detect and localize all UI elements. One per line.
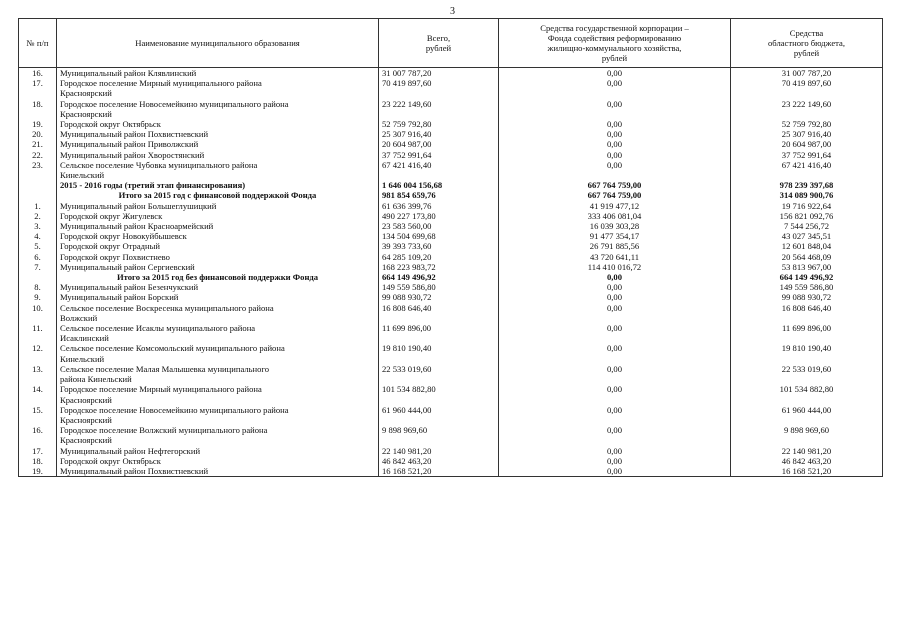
row-regional: 101 534 882,80 (731, 384, 883, 404)
row-number: 3. (19, 221, 57, 231)
table-row (19, 78, 883, 98)
row-total: 22 140 981,20 (379, 446, 499, 456)
header-fund: Средства государственной корпорации – Фонда содействия реформированию жилищно-коммунального хозяйства, рублей (499, 19, 731, 68)
table-row-summary (19, 180, 883, 190)
row-number: 10. (19, 303, 57, 323)
row-fund: 26 791 885,56 (499, 241, 731, 251)
row-total: 23 583 560,00 (379, 221, 499, 231)
row-fund: 0,00 (499, 119, 731, 129)
page-number: 3 (450, 6, 455, 17)
row-fund: 0,00 (499, 425, 731, 445)
row-name: Городской округ Новокуйбышевск (57, 231, 379, 241)
row-name: Итого за 2015 год с финансовой поддержкой Фонда (57, 190, 379, 200)
row-fund: 0,00 (499, 139, 731, 149)
table-row (19, 466, 883, 477)
row-number: 23. (19, 160, 57, 180)
row-number: 6. (19, 252, 57, 262)
row-regional: 52 759 792,80 (731, 119, 883, 129)
row-regional: 19 716 922,64 (731, 201, 883, 211)
row-regional: 12 601 848,04 (731, 241, 883, 251)
table-row (19, 384, 883, 404)
row-number: 11. (19, 323, 57, 343)
row-number: 5. (19, 241, 57, 251)
row-total: 20 604 987,00 (379, 139, 499, 149)
header-num: № п/п (19, 19, 57, 68)
row-total: 981 854 659,76 (379, 190, 499, 200)
row-fund: 0,00 (499, 78, 731, 98)
row-number: 21. (19, 139, 57, 149)
row-total: 664 149 496,92 (379, 272, 499, 282)
row-number: 13. (19, 364, 57, 384)
row-total: 61 960 444,00 (379, 405, 499, 425)
table-row (19, 221, 883, 231)
table-row (19, 231, 883, 241)
table-row (19, 446, 883, 456)
row-fund: 0,00 (499, 150, 731, 160)
row-regional: 16 168 521,20 (731, 466, 883, 477)
row-total: 101 534 882,80 (379, 384, 499, 404)
header-name: Наименование муниципального образования (57, 19, 379, 68)
table-row (19, 119, 883, 129)
row-number: 17. (19, 78, 57, 98)
row-name: Сельское поселение Чубовка муниципального района Кинельский (57, 160, 379, 180)
row-total: 39 393 733,60 (379, 241, 499, 251)
row-number (19, 190, 57, 200)
row-fund: 333 406 081,04 (499, 211, 731, 221)
row-name: Сельское поселение Малая Малышевка муниципального района Кинельский (57, 364, 379, 384)
row-number: 9. (19, 292, 57, 302)
table-row (19, 425, 883, 445)
row-number: 15. (19, 405, 57, 425)
row-fund: 0,00 (499, 68, 731, 79)
table-row (19, 139, 883, 149)
row-total: 11 699 896,00 (379, 323, 499, 343)
row-total: 99 088 930,72 (379, 292, 499, 302)
row-total: 9 898 969,60 (379, 425, 499, 445)
table-row (19, 150, 883, 160)
row-total: 16 168 521,20 (379, 466, 499, 477)
row-number: 17. (19, 446, 57, 456)
table-row (19, 343, 883, 363)
row-total: 64 285 109,20 (379, 252, 499, 262)
row-fund: 91 477 354,17 (499, 231, 731, 241)
row-regional: 9 898 969,60 (731, 425, 883, 445)
table-row (19, 211, 883, 221)
table-row (19, 303, 883, 323)
row-regional: 25 307 916,40 (731, 129, 883, 139)
table-header-row (19, 19, 883, 68)
row-fund: 0,00 (499, 99, 731, 119)
table-body (19, 68, 883, 477)
row-regional: 22 533 019,60 (731, 364, 883, 384)
row-fund: 0,00 (499, 466, 731, 477)
row-number: 8. (19, 282, 57, 292)
table-row (19, 292, 883, 302)
row-regional: 978 239 397,68 (731, 180, 883, 190)
row-total: 31 007 787,20 (379, 68, 499, 79)
row-number: 2. (19, 211, 57, 221)
table-row (19, 323, 883, 343)
row-total: 134 504 699,68 (379, 231, 499, 241)
row-total: 67 421 416,40 (379, 160, 499, 180)
row-regional: 20 564 468,09 (731, 252, 883, 262)
row-name: Муниципальный район Приволжский (57, 139, 379, 149)
row-total: 490 227 173,80 (379, 211, 499, 221)
financing-table (18, 18, 883, 477)
row-regional: 61 960 444,00 (731, 405, 883, 425)
row-fund: 0,00 (499, 160, 731, 180)
row-fund: 16 039 303,28 (499, 221, 731, 231)
row-number: 16. (19, 425, 57, 445)
row-number: 14. (19, 384, 57, 404)
row-name: Городской округ Октябрьск (57, 456, 379, 466)
row-name: 2015 - 2016 годы (третий этап финансирования) (57, 180, 379, 190)
row-total: 149 559 586,80 (379, 282, 499, 292)
row-name: Муниципальный район Хворостянский (57, 150, 379, 160)
table-row (19, 252, 883, 262)
row-regional: 70 419 897,60 (731, 78, 883, 98)
row-regional: 46 842 463,20 (731, 456, 883, 466)
row-name: Муниципальный район Безенчукский (57, 282, 379, 292)
row-regional: 22 140 981,20 (731, 446, 883, 456)
row-total: 19 810 190,40 (379, 343, 499, 363)
row-name: Сельское поселение Исаклы муниципального района Исаклинский (57, 323, 379, 343)
row-fund: 0,00 (499, 129, 731, 139)
row-fund: 41 919 477,12 (499, 201, 731, 211)
header-regional: Средства областного бюджета, рублей (731, 19, 883, 68)
table-row (19, 262, 883, 272)
row-regional: 7 544 256,72 (731, 221, 883, 231)
row-regional: 16 808 646,40 (731, 303, 883, 323)
table-row-summary (19, 190, 883, 200)
row-fund: 0,00 (499, 384, 731, 404)
row-regional: 37 752 991,64 (731, 150, 883, 160)
row-fund: 0,00 (499, 323, 731, 343)
row-name: Муниципальный район Нефтегорский (57, 446, 379, 456)
row-number: 19. (19, 466, 57, 477)
row-regional: 19 810 190,40 (731, 343, 883, 363)
row-name: Городское поселение Новосемейкино муниципального района Красноярский (57, 405, 379, 425)
row-number: 19. (19, 119, 57, 129)
row-name: Муниципальный район Сергиевский (57, 262, 379, 272)
table-row (19, 160, 883, 180)
row-regional: 23 222 149,60 (731, 99, 883, 119)
row-fund: 667 764 759,00 (499, 190, 731, 200)
row-regional: 31 007 787,20 (731, 68, 883, 79)
row-total: 61 636 399,76 (379, 201, 499, 211)
row-name: Городской округ Жигулевск (57, 211, 379, 221)
row-name: Городское поселение Новосемейкино муниципального района Красноярский (57, 99, 379, 119)
row-fund: 0,00 (499, 282, 731, 292)
row-total: 22 533 019,60 (379, 364, 499, 384)
row-name: Городской округ Отрадный (57, 241, 379, 251)
row-regional: 20 604 987,00 (731, 139, 883, 149)
row-name: Муниципальный район Клявлинский (57, 68, 379, 79)
table-row (19, 364, 883, 384)
row-name: Итого за 2015 год без финансовой поддержки Фонда (57, 272, 379, 282)
row-regional: 99 088 930,72 (731, 292, 883, 302)
row-number: 4. (19, 231, 57, 241)
row-name: Городское поселение Мирный муниципального района Красноярский (57, 384, 379, 404)
row-fund: 0,00 (499, 405, 731, 425)
row-regional: 11 699 896,00 (731, 323, 883, 343)
row-number: 16. (19, 68, 57, 79)
row-regional: 156 821 092,76 (731, 211, 883, 221)
row-name: Городское поселение Мирный муниципального района Красноярский (57, 78, 379, 98)
row-total: 16 808 646,40 (379, 303, 499, 323)
row-number: 12. (19, 343, 57, 363)
row-number: 20. (19, 129, 57, 139)
table-row (19, 68, 883, 79)
table-row (19, 456, 883, 466)
row-regional: 149 559 586,80 (731, 282, 883, 292)
row-number: 18. (19, 456, 57, 466)
row-fund: 0,00 (499, 456, 731, 466)
row-regional: 53 813 967,00 (731, 262, 883, 272)
row-total: 168 223 983,72 (379, 262, 499, 272)
row-fund: 0,00 (499, 303, 731, 323)
table-row (19, 405, 883, 425)
row-fund: 43 720 641,11 (499, 252, 731, 262)
row-regional: 314 089 900,76 (731, 190, 883, 200)
row-total: 70 419 897,60 (379, 78, 499, 98)
row-name: Сельское поселение Комсомольский муниципального района Кинельский (57, 343, 379, 363)
row-name: Городской округ Октябрьск (57, 119, 379, 129)
row-total: 23 222 149,60 (379, 99, 499, 119)
row-total: 52 759 792,80 (379, 119, 499, 129)
row-name: Муниципальный район Похвистневский (57, 129, 379, 139)
row-fund: 0,00 (499, 272, 731, 282)
row-name: Муниципальный район Большеглушицкий (57, 201, 379, 211)
row-regional: 67 421 416,40 (731, 160, 883, 180)
row-total: 1 646 004 156,68 (379, 180, 499, 190)
table-row (19, 241, 883, 251)
row-regional: 43 027 345,51 (731, 231, 883, 241)
row-name: Городской округ Похвистнево (57, 252, 379, 262)
table-row (19, 99, 883, 119)
row-total: 37 752 991,64 (379, 150, 499, 160)
row-name: Муниципальный район Похвистневский (57, 466, 379, 477)
row-number (19, 180, 57, 190)
row-fund: 0,00 (499, 446, 731, 456)
row-fund: 114 410 016,72 (499, 262, 731, 272)
row-name: Муниципальный район Красноармейский (57, 221, 379, 231)
row-name: Городское поселение Волжский муниципального района Красноярский (57, 425, 379, 445)
table-row (19, 282, 883, 292)
row-total: 25 307 916,40 (379, 129, 499, 139)
row-name: Муниципальный район Борский (57, 292, 379, 302)
row-name: Сельское поселение Воскресенка муниципального района Волжский (57, 303, 379, 323)
row-fund: 0,00 (499, 343, 731, 363)
row-regional: 664 149 496,92 (731, 272, 883, 282)
row-number: 7. (19, 262, 57, 272)
row-total: 46 842 463,20 (379, 456, 499, 466)
row-fund: 0,00 (499, 364, 731, 384)
row-number: 18. (19, 99, 57, 119)
row-number: 1. (19, 201, 57, 211)
table-row (19, 201, 883, 211)
row-fund: 0,00 (499, 292, 731, 302)
table-row (19, 129, 883, 139)
row-number: 22. (19, 150, 57, 160)
row-number (19, 272, 57, 282)
table-row-summary (19, 272, 883, 282)
header-total: Всего, рублей (379, 19, 499, 68)
row-fund: 667 764 759,00 (499, 180, 731, 190)
